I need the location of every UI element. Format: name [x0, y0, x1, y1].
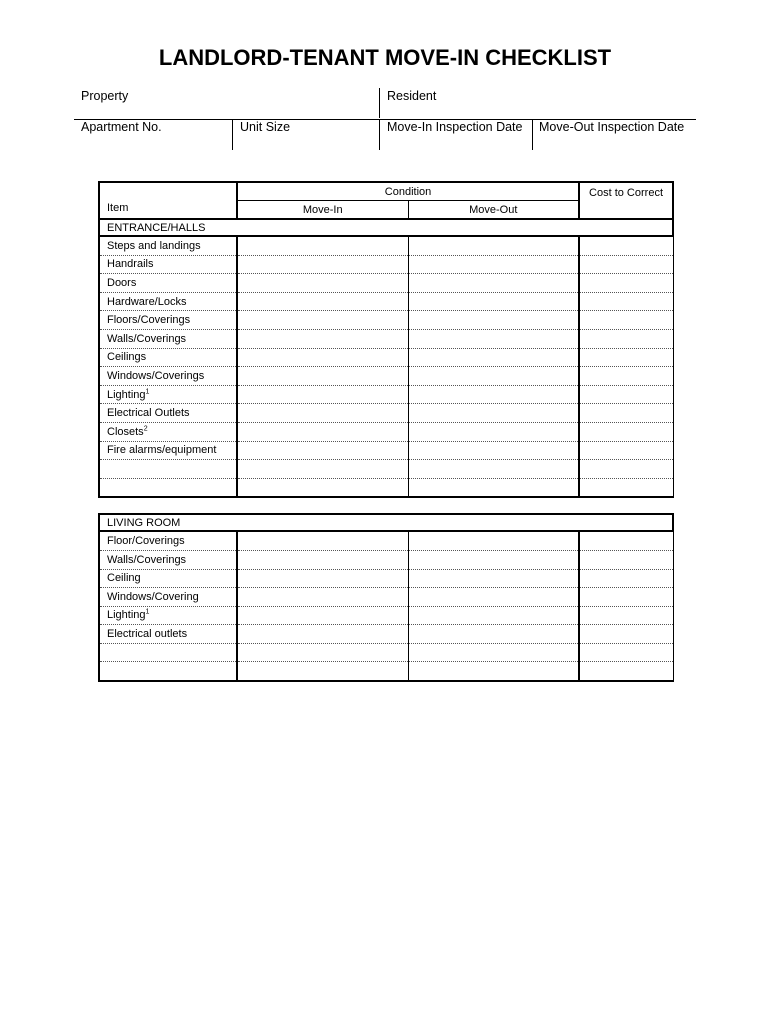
table-row: [99, 236, 673, 255]
move-out-cell[interactable]: [408, 531, 579, 550]
item-label: Steps and landings: [107, 239, 201, 252]
item-cell: [99, 606, 237, 625]
checklist-table: [98, 181, 674, 682]
item-label: Windows/Coverings: [107, 369, 205, 382]
move-out-cell[interactable]: [408, 404, 579, 423]
item-label: Fire alarms/equipment: [107, 444, 217, 457]
item-cell: [99, 569, 237, 588]
cost-cell[interactable]: [579, 625, 673, 644]
item-label: Walls/Coverings: [107, 553, 187, 566]
move-out-cell[interactable]: [408, 367, 579, 386]
table-row: [99, 367, 673, 386]
cost-cell[interactable]: [579, 404, 673, 423]
table-row: [99, 274, 673, 293]
table-row: [99, 422, 673, 441]
item-cell: [99, 478, 237, 497]
table-row: [99, 348, 673, 367]
item-label: Doors: [107, 276, 137, 289]
table-row: [99, 255, 673, 274]
cost-cell[interactable]: [579, 588, 673, 607]
item-label: Floor/Coverings: [107, 535, 185, 548]
property-label: Property: [81, 89, 129, 103]
move-out-cell[interactable]: [408, 588, 579, 607]
cost-cell[interactable]: [579, 348, 673, 367]
move-out-cell[interactable]: [408, 422, 579, 441]
move-out-cell[interactable]: [408, 643, 579, 662]
table-row: [99, 404, 673, 423]
table-row: [99, 292, 673, 311]
section-header-row: [99, 219, 673, 236]
table-row: [99, 588, 673, 607]
item-cell: [99, 441, 237, 460]
section-title: ENTRANCE/HALLS: [99, 219, 673, 236]
move-in-cell[interactable]: [237, 422, 408, 441]
footnote-marker: 2: [143, 425, 148, 433]
move-in-cell[interactable]: [237, 311, 408, 330]
move-in-cell[interactable]: [237, 625, 408, 644]
move-in-header: Move-In: [237, 201, 408, 220]
move-in-cell[interactable]: [237, 606, 408, 625]
item-cell: [99, 460, 237, 479]
move-in-cell[interactable]: [237, 643, 408, 662]
item-cell: [99, 311, 237, 330]
section-title: LIVING ROOM: [99, 514, 673, 531]
section-header-row: [99, 514, 673, 531]
move-out-cell[interactable]: [408, 478, 579, 497]
move-in-cell[interactable]: [237, 441, 408, 460]
cost-cell[interactable]: [579, 329, 673, 348]
divider: [379, 119, 380, 150]
item-cell: [99, 385, 237, 404]
table-row: [99, 311, 673, 330]
spacer: [99, 497, 673, 514]
move-out-cell[interactable]: [408, 625, 579, 644]
cost-cell[interactable]: [579, 662, 673, 681]
cost-header: Cost to Correct: [579, 182, 673, 219]
cost-cell[interactable]: [579, 643, 673, 662]
item-label: Electrical outlets: [107, 628, 188, 641]
move-out-cell[interactable]: [408, 385, 579, 404]
item-cell: [99, 550, 237, 569]
item-cell: [99, 625, 237, 644]
move-in-cell[interactable]: [237, 255, 408, 274]
table-row: [99, 550, 673, 569]
item-cell: [99, 274, 237, 293]
section-gap: [99, 497, 673, 514]
item-label: Ceilings: [107, 351, 147, 364]
unit-size-label: Unit Size: [240, 120, 291, 134]
item-cell: [99, 348, 237, 367]
move-out-cell[interactable]: [408, 255, 579, 274]
move-out-cell[interactable]: [408, 606, 579, 625]
move-in-cell[interactable]: [237, 348, 408, 367]
move-out-header: Move-Out: [408, 201, 579, 220]
move-in-cell[interactable]: [237, 478, 408, 497]
item-cell: [99, 255, 237, 274]
move-in-cell[interactable]: [237, 274, 408, 293]
move-out-date-label: Move-Out Inspection Date: [539, 120, 685, 134]
item-cell: [99, 236, 237, 255]
item-label: Hardware/Locks: [107, 295, 187, 308]
move-in-cell[interactable]: [237, 385, 408, 404]
item-label: Floors/Coverings: [107, 314, 191, 327]
cost-cell[interactable]: [579, 236, 673, 255]
move-in-cell[interactable]: [237, 460, 408, 479]
item-label: Windows/Covering: [107, 590, 199, 603]
cost-cell[interactable]: [579, 367, 673, 386]
move-out-cell[interactable]: [408, 329, 579, 348]
cost-cell[interactable]: [579, 255, 673, 274]
move-in-date-label: Move-In Inspection Date: [387, 120, 523, 134]
table-row: [99, 606, 673, 625]
item-label: Lighting: [107, 609, 146, 622]
table-row: [99, 625, 673, 644]
item-header: Item: [99, 182, 237, 219]
item-cell: [99, 643, 237, 662]
item-cell: [99, 662, 237, 681]
table-row: [99, 643, 673, 662]
move-in-cell[interactable]: [237, 236, 408, 255]
item-cell: [99, 367, 237, 386]
table-row: [99, 385, 673, 404]
move-in-cell[interactable]: [237, 588, 408, 607]
cost-cell[interactable]: [579, 606, 673, 625]
item-cell: [99, 531, 237, 550]
move-out-cell[interactable]: [408, 292, 579, 311]
table-row: [99, 531, 673, 550]
item-cell: [99, 404, 237, 423]
item-cell: [99, 329, 237, 348]
table-row: [99, 460, 673, 479]
cost-cell[interactable]: [579, 422, 673, 441]
table-row: [99, 662, 673, 681]
move-in-cell[interactable]: [237, 550, 408, 569]
move-out-cell[interactable]: [408, 348, 579, 367]
cost-cell[interactable]: [579, 274, 673, 293]
item-label: Lighting: [107, 388, 146, 401]
checklist-body: [99, 219, 673, 681]
cost-cell[interactable]: [579, 531, 673, 550]
cost-cell[interactable]: [579, 478, 673, 497]
item-cell: [99, 292, 237, 311]
apartment-no-label: Apartment No.: [81, 120, 162, 134]
cost-cell[interactable]: [579, 569, 673, 588]
footnote-marker: 1: [145, 387, 150, 395]
item-label: Ceiling: [107, 572, 141, 585]
table-row: [99, 569, 673, 588]
move-out-cell[interactable]: [408, 311, 579, 330]
move-out-cell[interactable]: [408, 662, 579, 681]
move-in-cell[interactable]: [237, 662, 408, 681]
move-in-cell[interactable]: [237, 531, 408, 550]
move-out-cell[interactable]: [408, 460, 579, 479]
item-cell: [99, 422, 237, 441]
move-out-cell[interactable]: [408, 441, 579, 460]
cost-cell[interactable]: [579, 311, 673, 330]
table-row: [99, 329, 673, 348]
move-in-cell[interactable]: [237, 404, 408, 423]
move-in-cell[interactable]: [237, 329, 408, 348]
item-label: Handrails: [107, 258, 154, 271]
page-title: LANDLORD-TENANT MOVE-IN CHECKLIST: [158, 45, 612, 70]
table-row: [99, 441, 673, 460]
move-in-cell[interactable]: [237, 367, 408, 386]
table-row: [99, 478, 673, 497]
move-out-cell[interactable]: [408, 550, 579, 569]
divider: [232, 119, 233, 150]
footnote-marker: 1: [145, 608, 150, 616]
move-out-cell[interactable]: [408, 569, 579, 588]
item-label: Electrical Outlets: [107, 407, 190, 420]
move-out-cell[interactable]: [408, 274, 579, 293]
cost-cell[interactable]: [579, 550, 673, 569]
item-cell: [99, 588, 237, 607]
cost-cell[interactable]: [579, 292, 673, 311]
item-label: Walls/Coverings: [107, 332, 187, 345]
divider: [532, 119, 533, 150]
cost-cell[interactable]: [579, 441, 673, 460]
resident-label: Resident: [387, 89, 437, 103]
cost-cell[interactable]: [579, 385, 673, 404]
move-out-cell[interactable]: [408, 236, 579, 255]
move-in-cell[interactable]: [237, 292, 408, 311]
move-in-cell[interactable]: [237, 569, 408, 588]
divider: [379, 88, 380, 118]
cost-cell[interactable]: [579, 460, 673, 479]
condition-header: Condition: [237, 182, 579, 201]
item-label: Closets: [107, 425, 144, 438]
